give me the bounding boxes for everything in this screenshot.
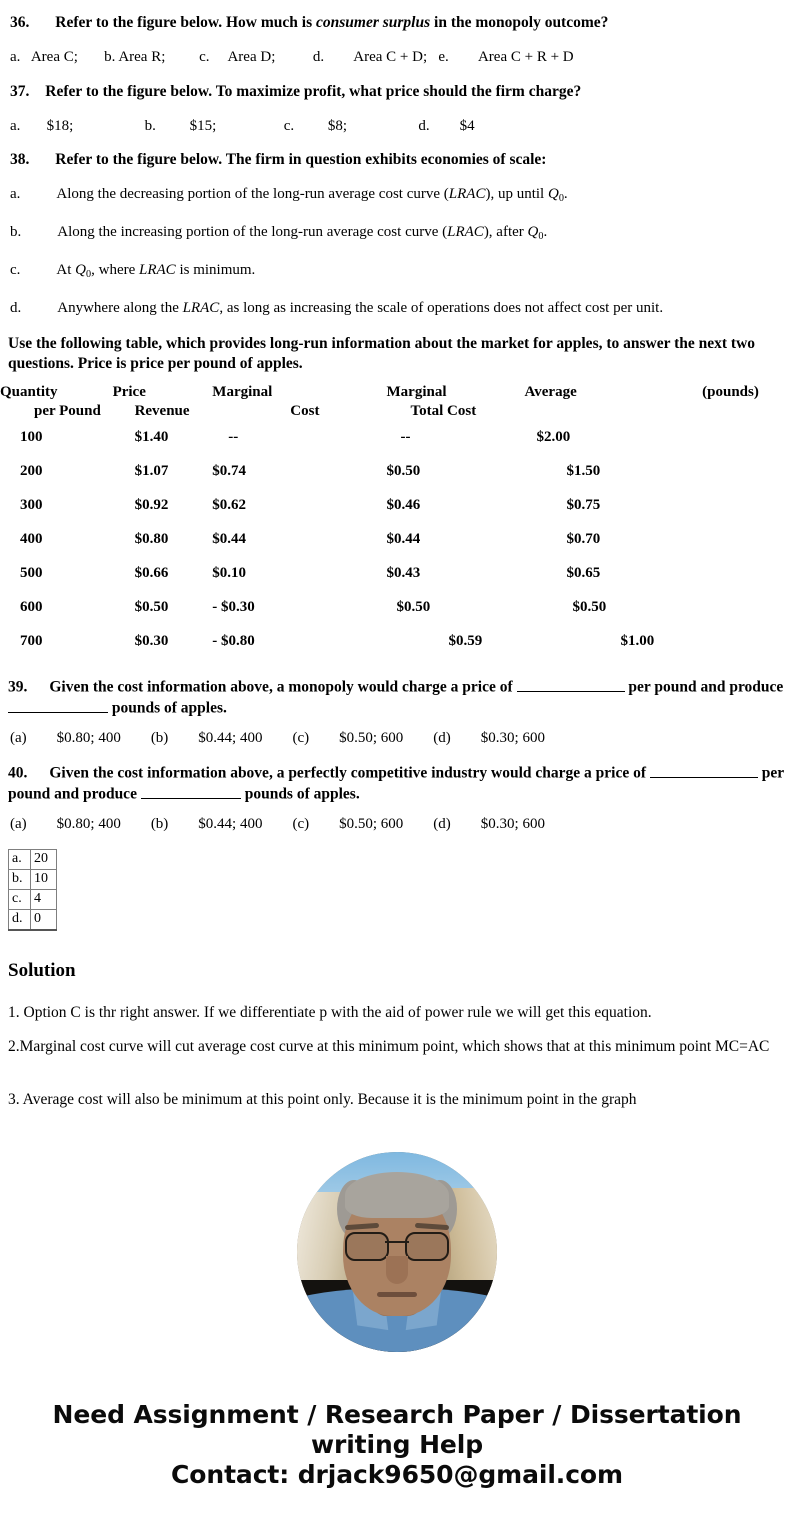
header-blank-1 — [525, 403, 703, 429]
cell-marginal-revenue: - $0.80 — [212, 633, 255, 649]
header-marginal-cost: Marginal — [386, 384, 447, 400]
cell-quantity: 300 — [20, 497, 43, 513]
question-40-stem — [0, 762, 794, 804]
question-39-options[interactable]: (a) $0.80; 400 (b) $0.44; 400 (c) $0.50; 600 (d) $0.30; 600 — [10, 730, 545, 746]
option-b-text-3: . — [543, 224, 548, 240]
cell-pounds — [702, 599, 794, 633]
cell-marginal-revenue: - $0.30 — [212, 599, 255, 615]
option-a-text-1: Along the decreasing portion of the long-run average cost curve ( — [56, 186, 449, 202]
cell-marginal-revenue: $0.10 — [212, 565, 247, 581]
option-a-italic-lrac: LRAC — [448, 186, 486, 202]
cell-average-total-cost: $2.00 — [536, 429, 571, 445]
answer-box-row[interactable] — [9, 870, 57, 890]
table-row — [0, 633, 794, 667]
cell-marginal-cost: $0.50 — [396, 599, 431, 615]
option-d-text-1: Anywhere along the — [57, 300, 183, 316]
header-average: Average — [524, 384, 577, 400]
question-38-number: 38. — [10, 151, 30, 168]
question-36-text-a: Refer to the figure below. How much is — [55, 14, 316, 31]
question-36-italic: consumer surplus — [316, 14, 431, 31]
header-revenue: Revenue — [134, 403, 190, 419]
question-37-options[interactable]: a. $18; b. $15; c. $8; d. $4 — [10, 118, 475, 134]
cell-marginal-cost: $0.43 — [386, 565, 421, 581]
option-d-italic-lrac: LRAC — [182, 300, 220, 316]
option-b-italic-q: Q — [527, 224, 539, 240]
option-c-italic-lrac: LRAC — [139, 262, 176, 278]
cell-pounds — [702, 429, 794, 463]
question-36-text-b: in the monopoly outcome? — [430, 14, 609, 31]
question-36-options[interactable]: a. Area C; b. Area R; c. Area D; d. Area C + D; e. Area C + R + D — [10, 49, 574, 65]
cell-average-total-cost: $0.75 — [566, 497, 601, 513]
option-a-text-2: ), up until — [485, 186, 548, 202]
cell-marginal-cost: -- — [400, 429, 411, 445]
question-37-text: Refer to the figure below. To maximize profit, what price should the firm charge? — [45, 83, 582, 100]
cell-price: $1.07 — [134, 463, 169, 479]
cost-table — [0, 384, 794, 667]
cell-quantity: 500 — [20, 565, 43, 581]
option-b-text-1: Along the increasing portion of the long-run average cost curve ( — [57, 224, 448, 240]
cell-marginal-cost: $0.50 — [386, 463, 421, 479]
footer-advertisement — [0, 1400, 794, 1490]
glasses-lens-right — [405, 1232, 449, 1261]
cell-average-total-cost: $0.65 — [566, 565, 601, 581]
question-40-number: 40. — [8, 764, 28, 782]
cell-quantity: 600 — [20, 599, 43, 615]
table-row — [0, 531, 794, 565]
answer-box-label-c: c. — [9, 890, 31, 910]
person-mouth — [377, 1292, 417, 1297]
footer-line-2: writing Help — [310, 1430, 484, 1459]
cell-marginal-cost: $0.44 — [386, 531, 421, 547]
cell-average-total-cost: $0.50 — [572, 599, 607, 615]
solution-heading: Solution — [8, 960, 76, 981]
table-intro-text: Use the following table, which provides long-run information about the market for apples, to answer the next two questions. Price is price per pound of apples. — [8, 335, 756, 372]
cell-pounds — [702, 531, 794, 565]
question-39-text-2: per pound and produce — [624, 678, 784, 696]
header-per-pound: per Pound — [34, 403, 101, 419]
question-40-blank-quantity[interactable] — [141, 783, 241, 799]
option-b-text-2: ), after — [483, 224, 528, 240]
cell-marginal-cost: $0.46 — [386, 497, 421, 513]
answer-box-value-c: 4 — [31, 890, 57, 910]
answer-box-row[interactable] — [9, 890, 57, 910]
option-a-label: a. — [10, 186, 21, 202]
cell-marginal-revenue: $0.44 — [212, 531, 247, 547]
glasses-lens-left — [345, 1232, 389, 1261]
cell-price: $1.40 — [134, 429, 169, 445]
question-40-text-3: pounds of apples. — [240, 785, 360, 803]
cell-average-total-cost: $1.00 — [620, 633, 655, 649]
avatar — [297, 1152, 497, 1352]
question-38-option-b[interactable] — [0, 223, 557, 241]
answer-box-label-b: b. — [9, 870, 31, 890]
cell-price: $0.50 — [134, 599, 169, 615]
table-row — [0, 463, 794, 497]
profile-photo — [297, 1152, 497, 1352]
footer-line-1: Need Assignment / Research Paper / Dissertation — [52, 1400, 742, 1429]
answer-box-row[interactable] — [9, 910, 57, 931]
question-39-text-3: pounds of apples. — [108, 699, 227, 717]
answer-box-value-d: 0 — [31, 910, 57, 931]
answer-box-label-d: d. — [9, 910, 31, 931]
table-row — [0, 429, 794, 463]
cell-price: $0.66 — [134, 565, 169, 581]
option-b-label: b. — [10, 224, 22, 240]
cell-pounds — [702, 463, 794, 497]
question-37-number: 37. — [10, 83, 30, 100]
answer-box-label-a: a. — [9, 850, 31, 870]
option-a-italic-q: Q — [547, 186, 559, 202]
answer-choice-box — [8, 849, 57, 931]
cell-price: $0.30 — [134, 633, 169, 649]
cell-pounds — [702, 497, 794, 531]
option-d-label: d. — [10, 300, 22, 316]
header-quantity: Quantity — [0, 384, 58, 400]
answer-box-value-a: 20 — [31, 850, 57, 870]
option-d-text-2: , as long as increasing the scale of operations does not affect cost per unit. — [219, 300, 664, 316]
cell-marginal-revenue: -- — [228, 429, 239, 445]
solution-paragraph-1: 1. Option C is thr right answer. If we differentiate p with the aid of power rule we will get this equation. — [8, 1004, 652, 1021]
question-40-text-1: Given the cost information above, a perfectly competitive industry would charge a price of — [49, 764, 650, 782]
answer-box-value-b: 10 — [31, 870, 57, 890]
header-total-cost: Total Cost — [410, 403, 477, 419]
cell-marginal-cost: $0.59 — [448, 633, 483, 649]
option-a-text-3: . — [563, 186, 568, 202]
question-38-stem — [0, 151, 556, 170]
option-c-text-2: , where — [91, 262, 140, 278]
question-39-text-1: Given the cost information above, a monopoly would charge a price of — [49, 678, 517, 696]
cost-table-body — [0, 429, 794, 667]
question-39-number: 39. — [8, 678, 28, 696]
cell-marginal-revenue: $0.74 — [212, 463, 247, 479]
header-marginal-revenue: Marginal — [212, 384, 273, 400]
option-b-subscript: 0 — [538, 230, 544, 242]
question-38-option-a[interactable] — [0, 185, 578, 203]
table-row — [0, 497, 794, 531]
person-hair-top — [345, 1172, 449, 1218]
cell-quantity: 700 — [20, 633, 43, 649]
footer-line-3[interactable]: Contact: drjack9650@gmail.com — [171, 1460, 623, 1489]
cell-pounds — [702, 565, 794, 599]
option-c-italic-q: Q — [75, 262, 87, 278]
option-b-italic-lrac: LRAC — [447, 224, 484, 240]
option-c-text-3: is minimum. — [175, 262, 256, 278]
question-38-text: Refer to the figure below. The firm in question exhibits economies of scale: — [55, 151, 547, 168]
question-36-stem — [0, 14, 618, 33]
header-pounds: (pounds) — [702, 384, 759, 400]
option-a-subscript: 0 — [558, 192, 564, 204]
cell-quantity: 100 — [20, 429, 43, 445]
question-39-stem — [0, 676, 794, 718]
solution-paragraph-2: 2.Marginal cost curve will cut average cost curve at this minimum point, which shows that at this minimum point MC=AC — [8, 1038, 770, 1055]
cost-table-header-row-2 — [0, 403, 794, 429]
header-cost: Cost — [290, 403, 320, 419]
glasses-icon — [345, 1232, 449, 1258]
solution-paragraph-3: 3. Average cost will also be minimum at this point only. Because it is the minimum point in the graph — [8, 1091, 637, 1108]
cell-average-total-cost: $1.50 — [566, 463, 601, 479]
question-36-number: 36. — [10, 14, 30, 31]
cost-table-header-row-1 — [0, 384, 794, 403]
cost-table-head — [0, 384, 794, 429]
option-c-text-1: At — [56, 262, 76, 278]
question-39-blank-quantity[interactable] — [8, 697, 108, 713]
header-price: Price — [112, 384, 146, 400]
cell-price: $0.92 — [134, 497, 169, 513]
option-c-subscript: 0 — [86, 268, 92, 280]
question-39-blank-price[interactable] — [517, 676, 625, 692]
question-40-options[interactable]: (a) $0.80; 400 (b) $0.44; 400 (c) $0.50; 600 (d) $0.30; 600 — [10, 816, 545, 832]
person-nose — [386, 1256, 408, 1284]
question-38-option-c[interactable] — [0, 261, 265, 279]
question-38-option-d[interactable] — [0, 299, 673, 317]
cell-average-total-cost: $0.70 — [566, 531, 601, 547]
cell-price: $0.80 — [134, 531, 169, 547]
table-row — [0, 599, 794, 633]
question-37-stem — [0, 83, 591, 102]
cell-marginal-revenue: $0.62 — [212, 497, 247, 513]
question-40-text-2: per pound and produce — [8, 764, 784, 803]
option-c-label: c. — [10, 262, 21, 278]
cell-quantity: 200 — [20, 463, 43, 479]
cell-pounds — [702, 633, 794, 667]
cell-quantity: 400 — [20, 531, 43, 547]
answer-box-row[interactable] — [9, 850, 57, 870]
question-40-blank-price[interactable] — [650, 762, 758, 778]
header-blank-2 — [702, 403, 794, 429]
table-row — [0, 565, 794, 599]
glasses-bridge — [385, 1241, 409, 1243]
